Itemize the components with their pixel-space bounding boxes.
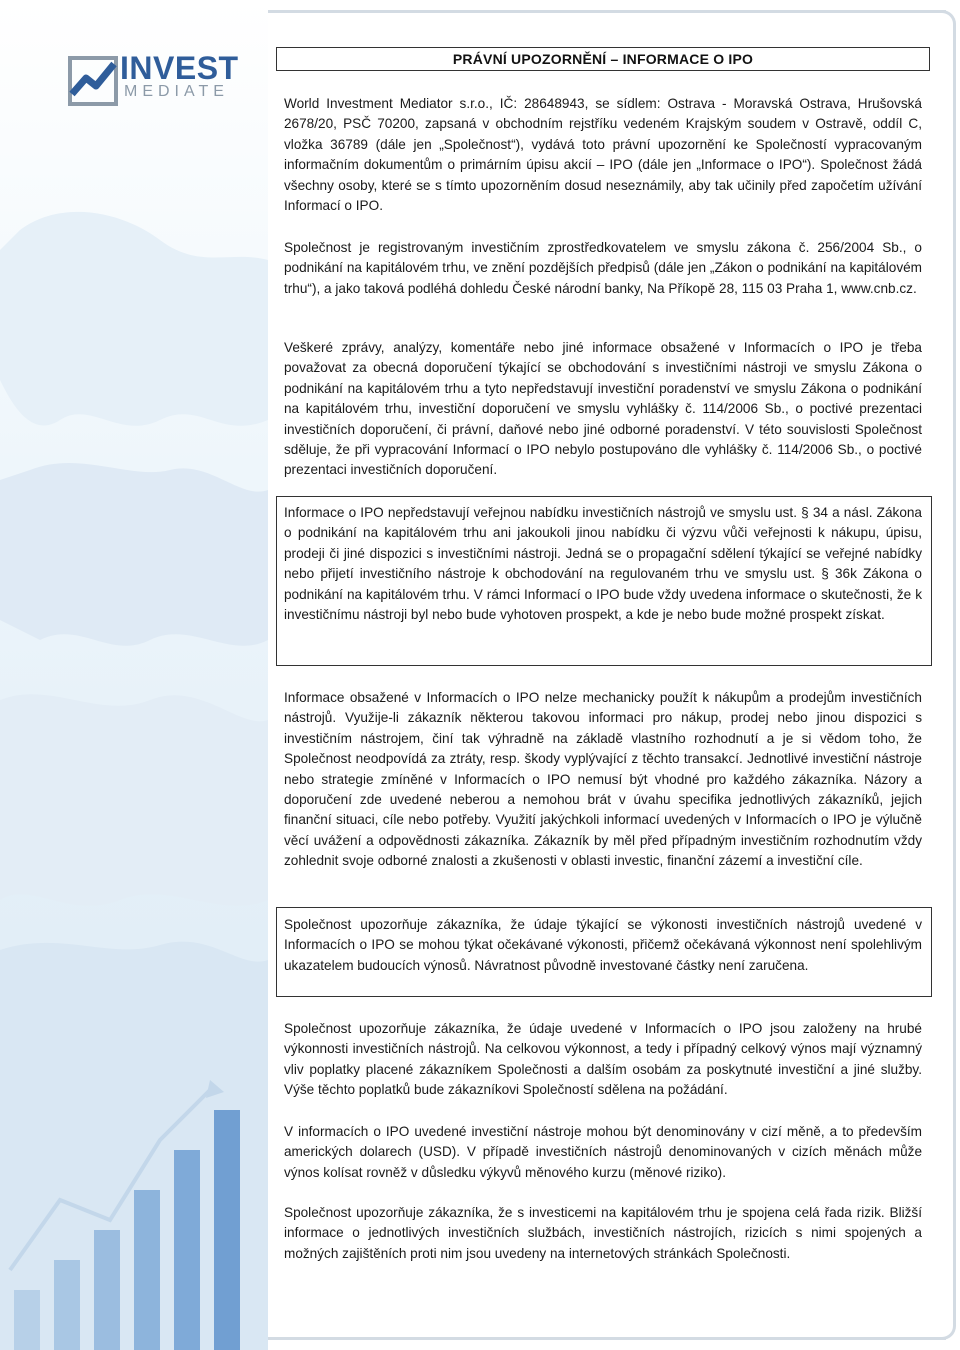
paragraph-expected-performance <box>284 915 922 976</box>
page-frame-right <box>942 10 956 1340</box>
paragraph-capital-market-risks <box>284 1203 922 1264</box>
paragraph-text: Společnost upozorňuje zákazníka, že údaje týkající se výkonosti investičních nástrojů uvedené v Informacích o IPO se mohou týkat očekávané výkonosti, přičemž očekávaná výkonnost není spolehlivým ukazatelem budoucích výnosů. Návratnost původně investované částky není zaručena. <box>284 917 922 973</box>
paragraph-text: Informace obsažené v Informacích o IPO nelze mechanicky použít k nákupům a prodejům investičních nástrojů. Využije-li zákazník některou takovou informaci pro nákup, prodej nebo jinou dispozici s investičním nástrojem, činí tak výhradně na základě vlastního rozhodnutí a je si vědom toho, že Společnost neodpovídá za ztráty, resp. škody vyplývající z těchto transakcí. Jednotlivé investiční nástroje nebo strategie zmíněné v Informacích o IPO nemusí být vhodné pro každého zákazníka. Názory a doporučení zde uvedené neberou a nemohou brát v úvahu specifika jednotlivých zákazníků, jejich finanční situaci, cíle nebo potřeby. Využití jakýchkoli informací uvedených v Informacích o IPO je výlučně věcí uvážení a odpovědnosti zákazníka. Zákazník by měl před případným investičním rozhodnutím vždy zohlednit svoje odborné znalosti a zkušenosti v oblasti investic, finanční zázemí a investiční cíle. <box>284 690 922 869</box>
logo-text-invest: INVEST <box>120 50 239 86</box>
paragraph-gross-performance <box>284 1019 922 1101</box>
paragraph-general-recommendation <box>284 338 922 481</box>
paragraph-text: Společnost je registrovaným investičním zprostředkovatelem ve smyslu zákona č. 256/2004 Sb., o podnikání na kapitálovém trhu, ve znění pozdějších předpisů (dále jen „Zákon o podnikání na kapitálovém trhu“), a jako taková podléhá dohledu České národní banky, Na Příkopě 28, 115 03 Praha 1, www.cnb.cz. <box>284 240 922 296</box>
left-sidebar <box>0 0 268 1350</box>
paragraph-currency-risk <box>284 1122 922 1183</box>
paragraph-text: Veškeré zprávy, analýzy, komentáře nebo jiné informace obsažené v Informacích o IPO je třeba považovat za obecná doporučení týkající se obchodování s investičními nástroji ve smyslu Zákona o podnikání na kapitálovém trhu a tyto nepředstavují investiční poradenství ve smyslu Zákona o podnikání na kapitálovém trhu, investiční doporučení ve smyslu vyhlášky č. 114/2006 Sb., o poctivé prezentaci investičních doporučení, či právní, daňové nebo jiné odborné poradenství. V této souvislosti Společnost sděluje, že při vypracování Informací o IPO nebylo postupováno dle vyhlášky č. 114/2006 Sb., o poctivé prezentaci investičních doporučení. <box>284 340 922 478</box>
paragraph-text: World Investment Mediator s.r.o., IČ: 28648943, se sídlem: Ostrava - Moravská Ostrava, Hrušovská 2678/20, PSČ 70200, zapsaná v obchodním rejstříku vedeném Krajským soudem v Ostravě, oddíl C, vložka 36789 (dále jen „Společnost“), vydává toto právní upozornění ke Společností vypracovaným informačním dokumentům o primárním úpisu akcií – IPO (dále jen „Informace o IPO“). Společnost žádá všechny osoby, které se s tímto upozorněním dosud neseznámily, aby tak učinily před započetím užívání Informací o IPO. <box>284 96 922 214</box>
logo-text-mediate: MEDIATE <box>124 83 229 100</box>
paragraph-registration <box>284 238 922 299</box>
paragraph-text: V informacích o IPO uvedené investiční nástroje mohou být denominovány v cizí měně, a to především amerických dolarech (USD). V případě investičních nástrojů denominovaných v cizích měnách může výnos kolísat rovněž v důsledku výkyvů měnového kurzu (měnové riziko). <box>284 1124 922 1180</box>
page-title: PRÁVNÍ UPOZORNĚNÍ – INFORMACE O IPO <box>276 47 930 71</box>
paragraph-company-intro <box>284 94 922 216</box>
paragraph-text: Společnost upozorňuje zákazníka, že s investicemi na kapitálovém trhu je spojena celá řada rizik. Bližší informace o jednotlivých investičních službách, investičních nástrojích, rizicích s nimi spojených a možných zajištěních proti nim jsou uvedeny na internetových stránkách Společnosti. <box>284 1205 922 1261</box>
paragraph-text: Informace o IPO nepředstavují veřejnou nabídku investičních nástrojů ve smyslu ust. § 34 a násl. Zákona o podnikání na kapitálovém trhu ani jakoukoli jinou nabídku či výzvu vůči veřejnosti k nákupu, úpisu, prodeji či jiné dispozici s investičními nástroji. Jedná se o propagační sdělení týkající se veřejné nabídky nebo přijetí investičního nástroje k obchodování na regulovaném trhu ve smyslu ust. § 36k Zákona o podnikání na kapitálovém trhu. V rámci Informací o IPO bude vždy uvedena informace o skutečnosti, že k investičnímu nástroji byl nebo bude vyhotoven prospekt, a kde je nebo bude možné prospekt získat. <box>284 505 922 623</box>
paragraph-not-public-offer <box>284 503 922 625</box>
paragraph-text: Společnost upozorňuje zákazníka, že údaje uvedené v Informacích o IPO jsou založeny na hrubé výkonnosti investičních nástrojů. Na celkovou výkonnost, a tedy i případný celkový výnos mají významný vliv poplatky placené zákazníkem Společnosti a dalším osobám za poskytnuté investiční a jiné služby. Výše těchto poplatků bude zákazníkovi Společností sdělena na požádání. <box>284 1021 922 1098</box>
page-frame-bottom <box>262 1337 946 1340</box>
bar-chart-graphic <box>0 1050 268 1350</box>
company-logo <box>68 52 248 112</box>
paragraph-usage-disclaimer <box>284 688 922 872</box>
page-frame-top <box>262 10 946 13</box>
logo-mark-icon <box>68 56 118 108</box>
